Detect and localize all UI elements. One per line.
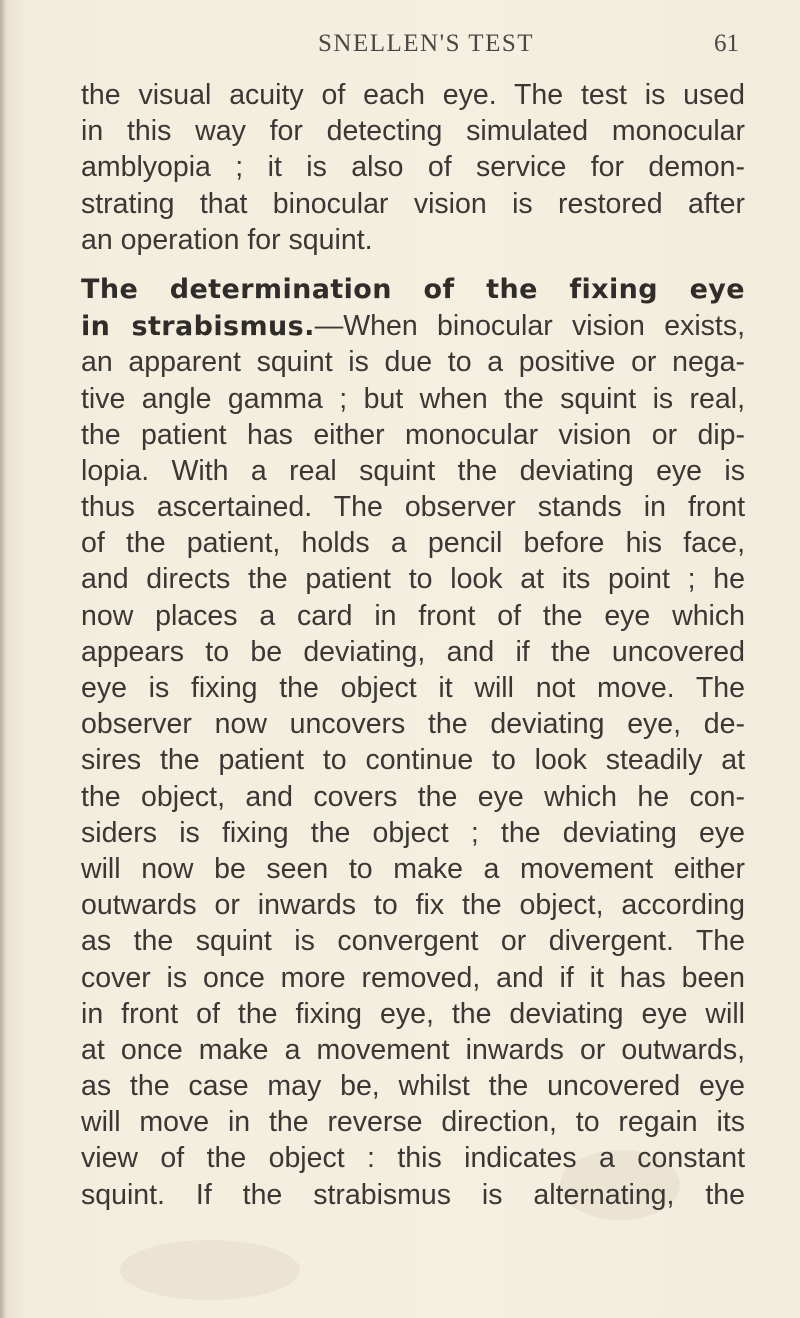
text-line: strating that binocular vision is restored after bbox=[81, 187, 745, 220]
text-line: eye is fixing the object it will not move. The bbox=[81, 672, 745, 704]
paper-stain bbox=[120, 1240, 300, 1300]
text-line: observer now uncovers the deviating eye, de- bbox=[81, 708, 745, 741]
text-run: —When binocular vision exists, bbox=[314, 310, 745, 343]
text-line bbox=[81, 308, 745, 344]
text-line: as the squint is convergent or divergent. The bbox=[81, 925, 745, 958]
text-line: lopia. With a real squint the deviating eye is bbox=[81, 454, 745, 487]
section-heading-continued: in strabismus. bbox=[81, 311, 315, 343]
text-line: sires the patient to continue to look steadily at bbox=[81, 744, 745, 777]
text-line: appears to be deviating, and if the uncovered bbox=[81, 635, 745, 668]
text-line: in this way for detecting simulated monocular bbox=[81, 115, 745, 148]
paragraph-1 bbox=[81, 77, 745, 258]
text-line: now places a card in front of the eye which bbox=[81, 599, 745, 632]
text-line: of the patient, holds a pencil before his face, bbox=[81, 527, 745, 560]
page-gutter-shadow bbox=[0, 0, 6, 1318]
paragraph-gap bbox=[81, 258, 745, 272]
text-line: view of the object : this indicates a constant bbox=[81, 1142, 745, 1175]
text-line: as the case may be, whilst the uncovered eye bbox=[81, 1070, 745, 1103]
text-line: siders is fixing the object ; the deviating eye bbox=[81, 816, 745, 849]
section-heading: The determination of the fixing eye bbox=[81, 273, 745, 305]
text-line: the visual acuity of each eye. The test is used bbox=[81, 79, 745, 111]
running-title: SNELLEN'S TEST bbox=[318, 30, 535, 57]
text-line: thus ascertained. The observer stands in front bbox=[81, 491, 745, 524]
text-line: and directs the patient to look at its point ; he bbox=[81, 563, 745, 596]
text-line: tive angle gamma ; but when the squint is real, bbox=[81, 382, 745, 415]
text-line: in front of the fixing eye, the deviating eye will bbox=[81, 997, 745, 1030]
paragraph-2 bbox=[81, 272, 745, 1213]
text-line: outwards or inwards to fix the object, according bbox=[81, 889, 745, 922]
text-line: will move in the reverse direction, to regain its bbox=[81, 1106, 745, 1139]
running-head bbox=[0, 30, 800, 62]
text-line: the patient has either monocular vision or dip- bbox=[81, 418, 745, 451]
body-text bbox=[81, 77, 745, 1213]
text-line: the object, and covers the eye which he con- bbox=[81, 780, 745, 813]
text-line: an apparent squint is due to a positive or nega- bbox=[81, 346, 745, 379]
text-line: will now be seen to make a movement either bbox=[81, 852, 745, 885]
text-line: amblyopia ; it is also of service for demon- bbox=[81, 151, 745, 184]
text-line: squint. If the strabismus is alternating, the bbox=[81, 1178, 745, 1211]
text-line: at once make a movement inwards or outwards, bbox=[81, 1033, 745, 1066]
text-line: cover is once more removed, and if it has been bbox=[81, 961, 745, 994]
text-line: an operation for squint. bbox=[81, 223, 373, 256]
page-number: 61 bbox=[714, 30, 739, 57]
